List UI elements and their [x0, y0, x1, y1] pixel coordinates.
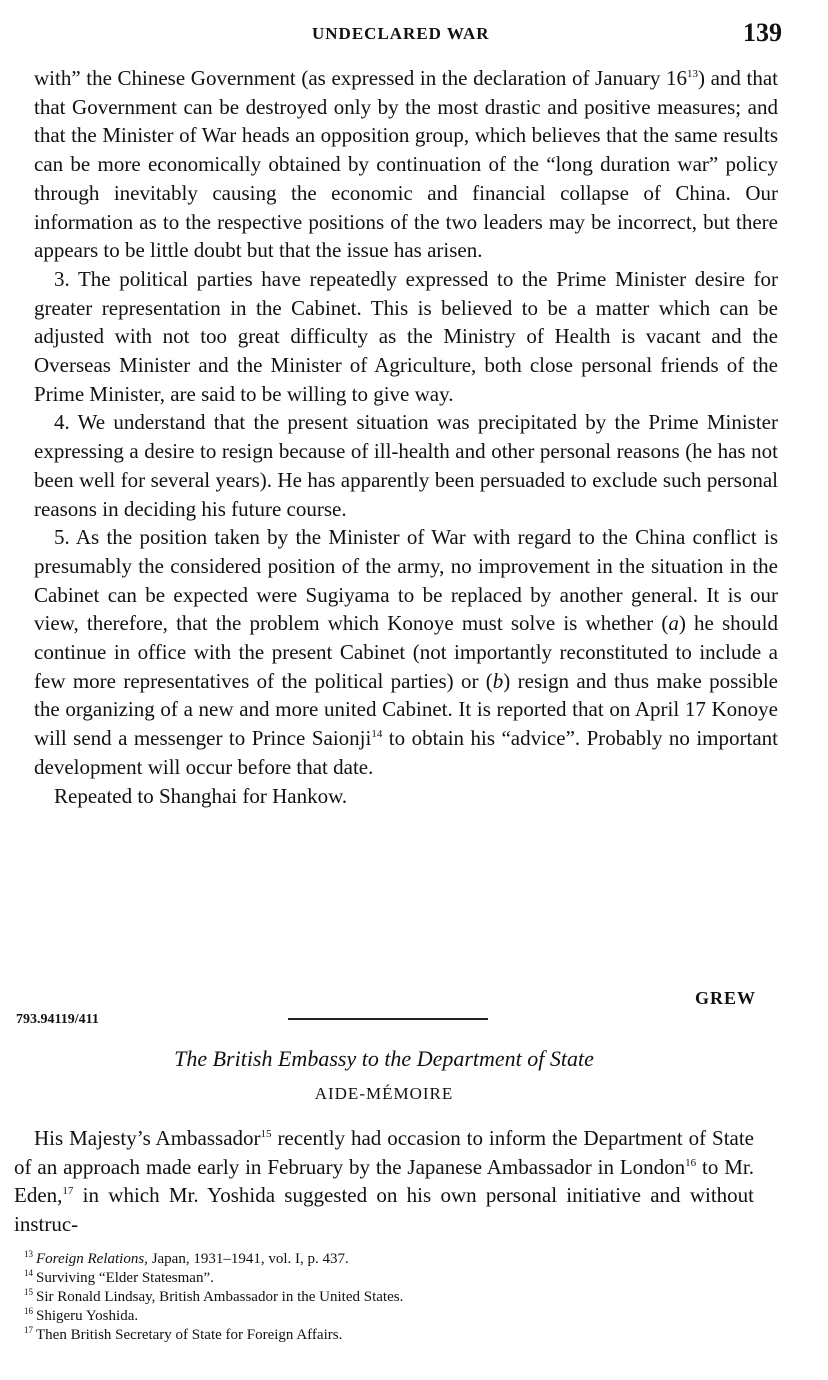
footnote-text: Shigeru Yoshida.	[36, 1308, 139, 1324]
repeated-line: Repeated to Shanghai for Hankow.	[54, 783, 348, 808]
option-b-letter: b	[492, 668, 504, 693]
document-subtitle: AIDE-MÉMOIRE	[314, 1084, 454, 1103]
footnote-mark: 17	[24, 1325, 33, 1335]
memo-paragraph-1	[14, 1124, 754, 1239]
paragraph-1	[34, 64, 778, 265]
section-divider	[288, 1018, 488, 1020]
memo-text-a: His Majesty’s Ambassador	[34, 1126, 261, 1150]
telegram-body	[34, 64, 778, 810]
footnote-ref-15: 15	[260, 1128, 272, 1140]
signature: GREW	[694, 988, 756, 1008]
aide-memoire-body	[14, 1124, 754, 1239]
footnote-text: Surviving “Elder Statesman”.	[36, 1270, 214, 1286]
memo-text-b: recently had occasion to inform the Department of State of an approach made early in February by the Japanese Ambassador in London	[14, 1126, 755, 1179]
memo-text-c: to Mr. Eden,	[14, 1154, 755, 1208]
page-header	[0, 18, 828, 54]
paragraph-5-text-b: ) he should continue in office with the present Cabinet (not importantly reconstituted to include a few more representatives of the political parties) or (	[34, 611, 778, 693]
footnote-italic: Foreign Relations,	[36, 1251, 148, 1267]
running-title: UNDECLARED WAR	[312, 24, 490, 43]
footnote-15	[24, 1288, 784, 1307]
footnote-mark: 15	[24, 1287, 33, 1297]
paragraph-5-text-a: 5. As the position taken by the Minister of War with regard to the China conflict is presumably the considered position of the army, no improvement in the situation in the Cabinet can be expected were Sugiyama to be replaced by another general. It is our view, therefore, that the problem which Konoye must solve is whether (	[34, 525, 778, 636]
paragraph-1-text-b: ) and that that Government can be destroyed only by the most drastic and positive measures; and that the Minister of War heads an opposition group, which believes that the same results can be more economically obtained by continuation of the “long duration war” policy through inevitably causing the economic and financial collapse of China. Our information as to the respective positions of the two leaders may be incorrect, but there appears to be little doubt but that the issue has arisen.	[34, 66, 778, 263]
footnote-ref-16: 16	[685, 1156, 697, 1169]
footnote-mark: 14	[24, 1268, 33, 1278]
option-a-letter: a	[668, 611, 679, 636]
footnote-text: Japan, 1931–1941, vol. I, p. 437.	[147, 1251, 349, 1267]
memo-text-d: in which Mr. Yoshida suggested on his own personal initiative and without instruc-	[14, 1183, 754, 1237]
document-title: The British Embassy to the Department of State	[174, 1046, 594, 1071]
footnotes	[24, 1250, 784, 1345]
footnote-mark: 13	[24, 1249, 33, 1259]
footnote-ref-17: 17	[62, 1185, 74, 1198]
footnote-text: Sir Ronald Lindsay, British Ambassador in the United States.	[36, 1289, 404, 1305]
footnote-17	[24, 1326, 784, 1345]
paragraph-4: 4. We understand that the present situation was precipitated by the Prime Minister expressing a desire to resign because of ill-health and other personal reasons (he has not been well for several years). He has apparently been persuaded to exclude such personal reasons in deciding his future course.	[34, 410, 778, 521]
paragraph-1-text-a: with” the Chinese Government (as expressed in the declaration of January 16	[34, 66, 687, 90]
footnote-text: Then British Secretary of State for Foreign Affairs.	[36, 1327, 343, 1343]
file-number: 793.94119/411	[16, 1012, 99, 1027]
paragraph-5-text-c: ) resign and thus make possible the organizing of a new and more united Cabinet. It is reported that on April 17 Konoye will send a messenger to Prince Saionji	[34, 668, 779, 751]
footnote-mark: 16	[24, 1306, 33, 1316]
paragraph-5-text-d: to obtain his “advice”. Probably no important development will occur before that date.	[34, 726, 778, 779]
footnote-ref-14: 14	[371, 728, 383, 741]
footnote-16	[24, 1307, 784, 1326]
footnote-14	[24, 1269, 784, 1288]
paragraph-5	[34, 523, 778, 781]
footnote-ref-13: 13	[686, 68, 698, 80]
page-number: 139	[743, 18, 782, 47]
footnote-13	[24, 1250, 784, 1269]
paragraph-3: 3. The political parties have repeatedly expressed to the Prime Minister desire for greater representation in the Cabinet. This is believed to be a matter which can be adjusted with not too great difficulty as the Ministry of Health is vacant and the Overseas Minister and the Minister of Agriculture, both close personal friends of the Prime Minister, are said to be willing to give way.	[34, 266, 778, 406]
